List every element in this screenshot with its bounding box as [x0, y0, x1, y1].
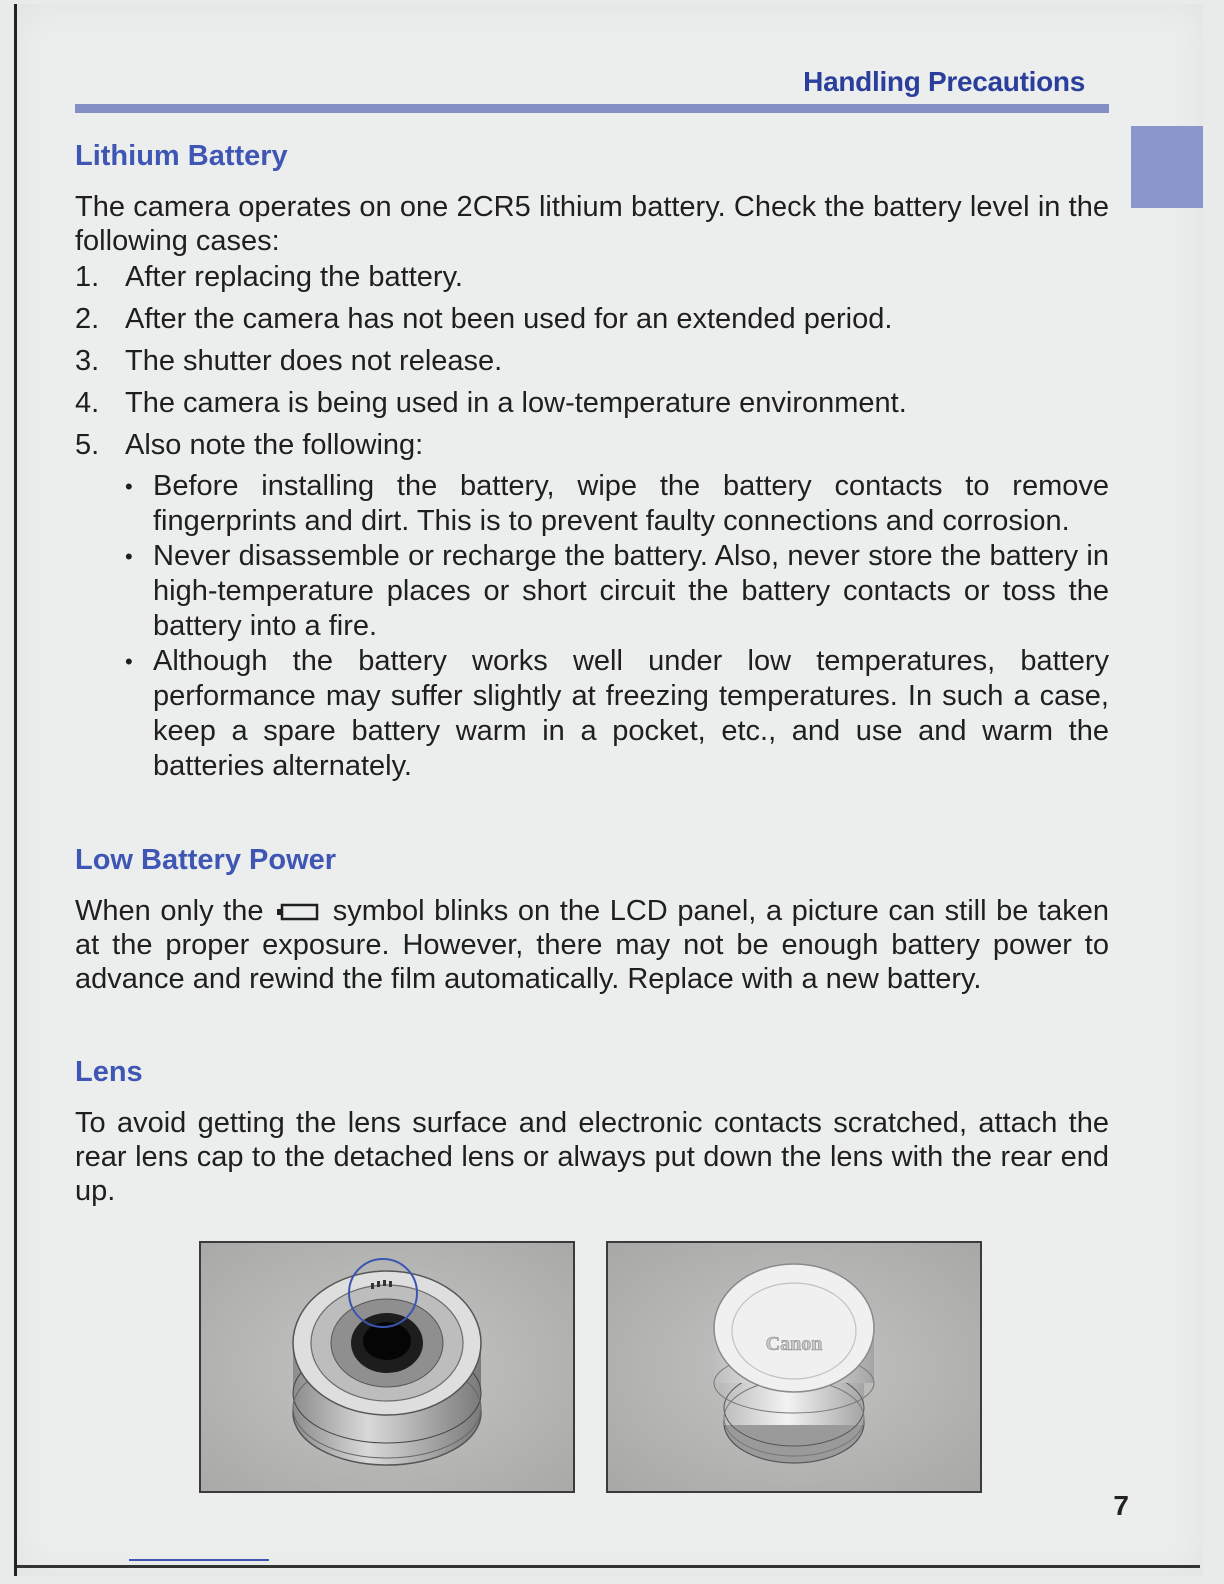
bullet-item [125, 644, 1109, 784]
lithium-battery-heading: Lithium Battery [75, 140, 288, 172]
list-number: 3. [75, 345, 100, 377]
list-item [75, 260, 1109, 302]
battery-notes-list [125, 469, 1109, 784]
bottom-rule [17, 1565, 1200, 1568]
list-text: The camera is being used in a low-temperature environment. [125, 387, 907, 419]
lens-cap-illustration [608, 1243, 980, 1491]
bullet-dot-icon: • [125, 649, 133, 674]
list-number: 2. [75, 303, 100, 335]
list-text: Also note the following: [125, 429, 424, 461]
header-rule [75, 104, 1109, 113]
list-text: The shutter does not release. [125, 345, 503, 377]
cap-logo-text: Canon [765, 1333, 823, 1355]
lens-rear-contacts-photo [199, 1241, 575, 1493]
lens-heading: Lens [75, 1056, 143, 1088]
section-side-tab [1131, 126, 1203, 208]
list-item [75, 386, 1109, 428]
list-item [75, 344, 1109, 386]
page-header-title: Handling Precautions [803, 66, 1085, 97]
list-text: After replacing the battery. [125, 261, 463, 293]
list-item [75, 302, 1109, 344]
list-number: 5. [75, 429, 100, 461]
lithium-intro-paragraph: The camera operates on one 2CR5 lithium battery. Check the battery level in the following cases: [75, 191, 1109, 257]
lens-rear-illustration [201, 1243, 573, 1491]
bullet-text: Although the battery works well under low temperatures, battery performance may suffer slightly at freezing temperatures. In such a case, keep a spare battery warm in a pocket, etc., and use and warm the batteries alternately. [153, 645, 1109, 782]
list-number: 4. [75, 387, 100, 419]
low-battery-text-start: When only the [75, 895, 264, 927]
low-battery-paragraph [75, 894, 1109, 996]
battery-check-list [75, 260, 1109, 470]
bullet-dot-icon: • [125, 544, 133, 569]
list-text: After the camera has not been used for an extended period. [125, 303, 893, 335]
lens-paragraph: To avoid getting the lens surface and electronic contacts scratched, attach the rear lens cap to the detached lens or always put down the lens with the rear end up. [75, 1107, 1109, 1207]
battery-icon [277, 902, 319, 922]
list-number: 1. [75, 261, 100, 293]
low-battery-text-end: symbol blinks on the LCD panel, a picture can still be taken at the proper exposure. However, there may not be enough battery power to advance and rewind the film automatically. Replace with a new battery. [75, 895, 1109, 995]
lens-rear-cap-photo [606, 1241, 982, 1493]
bullet-text: Never disassemble or recharge the battery. Also, never store the battery in high-temperature places or short circuit the battery contacts or toss the battery into a fire. [153, 540, 1109, 642]
page-number: 7 [1113, 1490, 1129, 1521]
bullet-text: Before installing the battery, wipe the battery contacts to remove fingerprints and dirt. This is to prevent faulty connections and corrosion. [153, 470, 1109, 537]
bullet-dot-icon: • [125, 474, 133, 499]
bottom-accent-line [129, 1559, 269, 1561]
bullet-item [125, 539, 1109, 644]
list-item [75, 428, 1109, 470]
manual-page [14, 4, 1203, 1576]
low-battery-heading: Low Battery Power [75, 844, 337, 876]
bullet-item [125, 469, 1109, 539]
